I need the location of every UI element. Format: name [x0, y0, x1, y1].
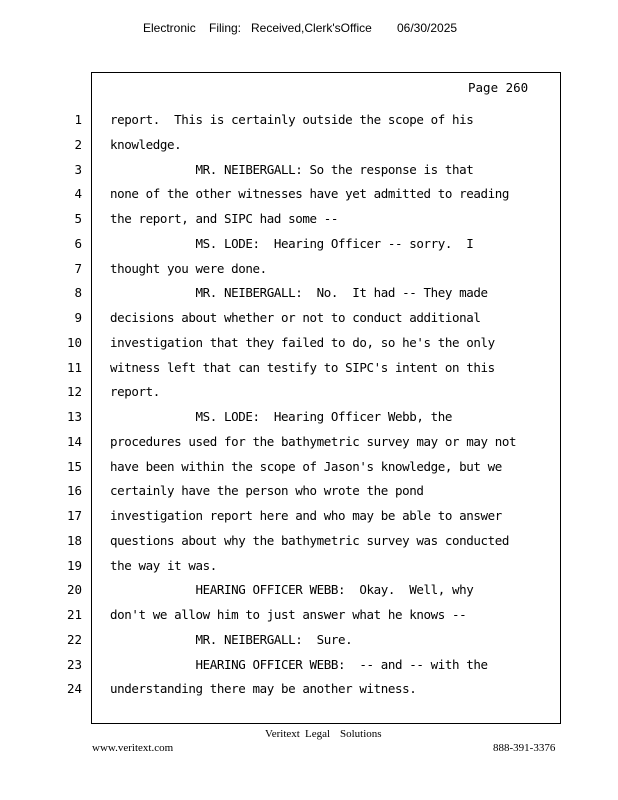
- footer-website: www.veritext.com: [92, 742, 174, 754]
- transcript-line: witness left that can testify to SIPC's intent on this: [110, 359, 495, 375]
- transcript-line: MR. NEIBERGALL: No. It had -- They made: [110, 285, 488, 301]
- line-number: 3: [74, 161, 82, 177]
- transcript-line: the report, and SIPC had some --: [110, 211, 339, 226]
- transcript-line: report.: [110, 384, 160, 400]
- transcript-line: questions about why the bathymetric survey was conducted: [110, 532, 510, 548]
- stamp-filing: Filing:: [209, 21, 242, 35]
- stamp-electronic: Electronic: [143, 21, 196, 35]
- electronic-filing-stamp: [0, 21, 618, 37]
- line-number: 18: [66, 532, 82, 548]
- transcript-line: MR. NEIBERGALL: Sure.: [110, 631, 353, 647]
- transcript-line: certainly have the person who wrote the pond: [110, 483, 424, 499]
- transcript-line: MS. LODE: Hearing Officer Webb, the: [110, 409, 453, 424]
- transcript-line: investigation report here and who may be able to answer: [110, 508, 502, 523]
- transcript-line: investigation that they failed to do, so he's the only: [110, 334, 495, 350]
- line-number: 5: [74, 211, 82, 226]
- stamp-received: Received,Clerk'sOffice: [251, 21, 372, 35]
- line-number: 12: [66, 384, 82, 400]
- transcript-line: knowledge.: [110, 136, 182, 152]
- transcript-line: report. This is certainly outside the scope of his: [110, 112, 474, 127]
- transcript-line: HEARING OFFICER WEBB: Okay. Well, why: [110, 582, 474, 598]
- line-number: 11: [66, 359, 82, 375]
- line-number: 1: [74, 112, 82, 127]
- line-number: 17: [66, 508, 82, 523]
- transcript-line: the way it was.: [110, 557, 217, 573]
- line-number: 10: [66, 334, 82, 350]
- transcript-line: HEARING OFFICER WEBB: -- and -- with the: [110, 656, 488, 672]
- transcript-line: understanding there may be another witness.: [110, 681, 417, 697]
- line-number: 23: [66, 656, 82, 672]
- line-number: 2: [74, 136, 82, 152]
- line-number: 24: [66, 681, 82, 697]
- transcript-line: decisions about whether or not to conduct additional: [110, 310, 481, 325]
- line-number: 22: [66, 631, 82, 647]
- line-number: 16: [66, 483, 82, 499]
- footer-company-part: Legal: [305, 728, 331, 740]
- transcript-line: MR. NEIBERGALL: So the response is that: [110, 161, 474, 177]
- line-number: 9: [74, 310, 82, 325]
- line-number: 15: [66, 458, 82, 474]
- footer-company: [0, 728, 618, 742]
- transcript-line: don't we allow him to just answer what he knows --: [110, 607, 467, 622]
- line-number: 8: [74, 285, 82, 301]
- line-number: 19: [66, 557, 82, 573]
- line-number: 13: [66, 409, 82, 424]
- transcript-line: MS. LODE: Hearing Officer -- sorry. I: [110, 235, 474, 251]
- line-number: 14: [66, 433, 82, 449]
- line-number: 4: [74, 186, 82, 202]
- page-number: Page 260: [468, 80, 529, 95]
- footer-company-part: Solutions: [340, 728, 382, 740]
- transcript-line: procedures used for the bathymetric survey may or may not: [110, 433, 517, 449]
- line-number: 7: [74, 260, 82, 276]
- footer-phone: 888-391-3376: [493, 742, 556, 754]
- line-number: 6: [74, 235, 82, 251]
- line-number: 21: [66, 607, 82, 622]
- transcript-line: have been within the scope of Jason's knowledge, but we: [110, 458, 502, 474]
- line-number: 20: [66, 582, 82, 598]
- stamp-date: 06/30/2025: [397, 21, 458, 35]
- transcript-line: thought you were done.: [110, 260, 267, 276]
- transcript-line: none of the other witnesses have yet admitted to reading: [110, 186, 510, 202]
- footer-company-part: Veritext: [265, 728, 300, 740]
